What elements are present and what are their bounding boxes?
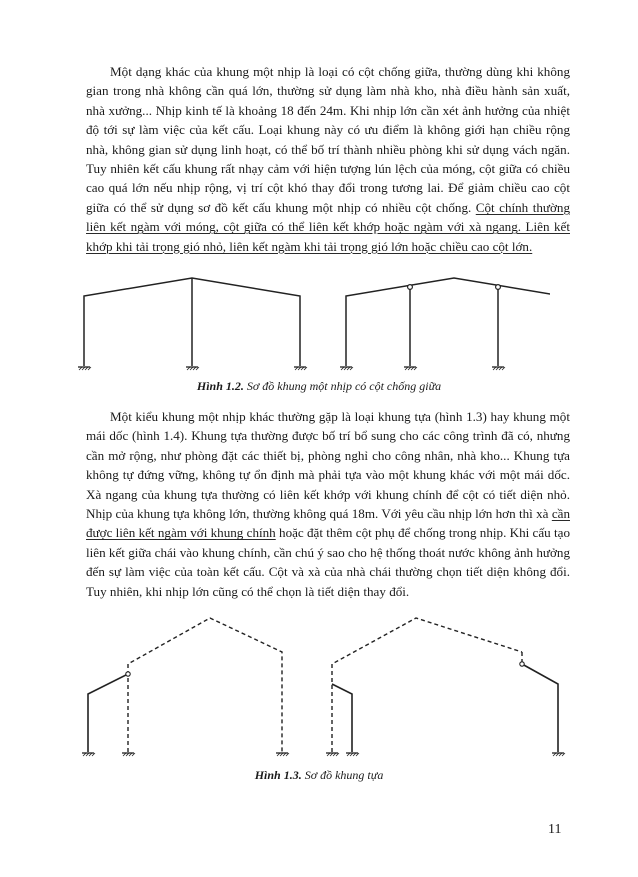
frame-right-outline bbox=[346, 278, 550, 366]
figure-multi-support-frame bbox=[70, 272, 550, 376]
figure-caption-1 bbox=[0, 379, 638, 394]
main-frame-right-dashed bbox=[332, 618, 522, 752]
lean-to-right-solid bbox=[332, 684, 352, 752]
figure-number: Hình 1.3. bbox=[254, 768, 302, 782]
paragraph-text: Một dạng khác của khung một nhịp là loại có cột chống giữa, thường dùng khi không gian trong nhà không cần quá lớn, thường sử dụng làm nhà kho, nhà điều hành sản xuất, nhà xưởng... Nhịp kinh tế là khoảng 18 đến 24m. Khi nhịp lớn cần xét ảnh hưởng của nhiệt độ tới sự làm việc của kết cấu. Loại khung này có ưu điểm là không giới hạn chiều rộng nhà, không gian sử dụng linh hoạt, có thể bố trí thành nhiều phòng khi sử dụng vách ngăn. Tuy nhiên kết cấu khung rất nhạy cảm với hiện tượng lún lệch của móng, cột giữa có chiều cao quá lớn nếu nhịp rộng, vị trí cột khó thay đổi trong tương lai. Để giảm chiều cao cột giữa có thể sử dụng sơ đồ kết cấu khung một nhịp có nhiều cột chống. bbox=[86, 64, 570, 215]
paragraph-text: Một kiểu khung một nhịp khác thường gặp là loại khung tựa (hình 1.3) hay khung một mái dốc (hình 1.4). Khung tựa thường được bố trí bổ sung cho các công trình đã có, nhưng cần mở rộng, như phòng đặt các thiết bị, phòng nghỉ cho công nhân, nhà kho... Khung tựa không tự đứng vững, không tự ổn định mà phải tựa vào một khung khác với một mái dốc. Xà ngang của khung tựa thường có liên kết khớp với khung chính để cột có tiết diện nhỏ. Nhịp của khung tựa không lớn, thường không quá 18m. Với yêu cầu nhịp lớn hơn thì xà bbox=[86, 409, 570, 522]
hinge-b bbox=[496, 285, 501, 290]
figure-caption-text: Sơ đồ khung một nhịp có cột chống giữa bbox=[243, 379, 442, 393]
main-frame-left-dashed bbox=[128, 618, 282, 752]
figure-number: Hình 1.2. bbox=[196, 379, 244, 393]
underlined-text: cần được liên kết ngàm với khung chính bbox=[86, 506, 570, 541]
page-number: 11 bbox=[548, 822, 562, 837]
hinge-a bbox=[408, 285, 413, 290]
hinge-right bbox=[520, 662, 524, 666]
figure-caption-text: Sơ đồ khung tựa bbox=[301, 768, 384, 782]
support-hatching-fig2 bbox=[83, 753, 565, 756]
paragraph-multi-span-frame bbox=[86, 62, 570, 256]
hinge-left bbox=[126, 672, 130, 676]
lean-to-left-solid bbox=[88, 674, 128, 752]
paragraph-lean-to-frame bbox=[86, 407, 570, 601]
underlined-text: Cột chính thường liên kết ngàm với móng, cột giữa có thể liên kết khớp hoặc ngàm với xà ngang. Liên kết khớp khi tải trọng gió nhỏ, liên kết ngàm khi tải trọng gió lớn hoặc chiều cao cột lớn. bbox=[86, 199, 570, 254]
support-hatching-fig1 bbox=[79, 367, 505, 370]
paragraph-text-continued: hoặc đặt thêm cột phụ để chống trong nhịp. Khi cấu tạo liên kết giữa chái vào khung chính, cần chú ý sao cho hệ thống thoát nước không ảnh hưởng đến sự làm việc của toàn kết cấu. Cột và xà của nhà chái thường chọn tiết diện không đổi. Tuy nhiên, khi nhịp lớn cũng có thể chọn là tiết diện thay đổi. bbox=[86, 525, 570, 599]
figure-caption-2 bbox=[0, 768, 638, 783]
figure-lean-to-frame bbox=[70, 612, 570, 760]
lean-to-right-beam bbox=[522, 664, 558, 752]
